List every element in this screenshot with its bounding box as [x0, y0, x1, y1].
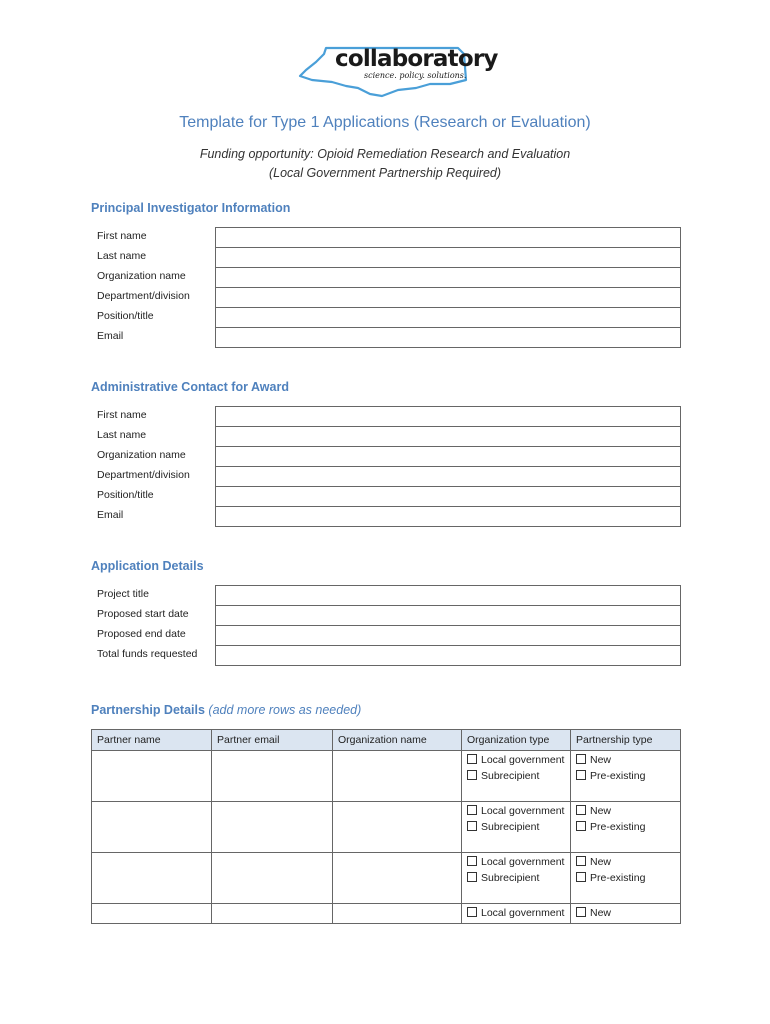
pi-email-field[interactable]: [215, 327, 681, 348]
admin-row-department: [91, 466, 680, 486]
col-partner-name: Partner name: [92, 730, 212, 751]
partner-email-cell[interactable]: [212, 904, 333, 924]
checkbox-icon[interactable]: [576, 770, 586, 780]
new-option[interactable]: New: [576, 855, 675, 870]
new-option[interactable]: New: [576, 753, 675, 768]
table-row: [92, 751, 681, 802]
pi-organization-field[interactable]: [215, 267, 681, 287]
pi-last-name-field[interactable]: [215, 247, 681, 267]
partner-name-cell[interactable]: [92, 853, 212, 904]
pre-existing-option[interactable]: Pre-existing: [576, 871, 675, 886]
start-date-field[interactable]: [215, 605, 681, 625]
pi-organization-label: Organization name: [97, 270, 186, 282]
checkbox-icon[interactable]: [576, 754, 586, 764]
table-row: [92, 853, 681, 904]
admin-email-field[interactable]: [215, 506, 681, 527]
project-title-label: Project title: [97, 588, 149, 600]
admin-form: [91, 406, 680, 526]
pi-first-name-label: First name: [97, 230, 147, 242]
organization-name-cell[interactable]: [333, 751, 462, 802]
checkbox-icon[interactable]: [576, 821, 586, 831]
col-partnership-type: Partnership type: [571, 730, 681, 751]
start-date-label: Proposed start date: [97, 608, 189, 620]
pi-department-label: Department/division: [97, 290, 190, 302]
subrecipient-option[interactable]: Subrecipient: [467, 871, 565, 886]
app-row-start-date: [91, 605, 680, 625]
partnership-type-cell: [571, 802, 681, 853]
checkbox-icon[interactable]: [576, 805, 586, 815]
checkbox-icon[interactable]: [467, 805, 477, 815]
partnership-type-cell: [571, 904, 681, 924]
pi-position-label: Position/title: [97, 310, 154, 322]
admin-last-name-label: Last name: [97, 429, 147, 441]
partner-email-cell[interactable]: [212, 853, 333, 904]
pi-email-label: Email: [97, 330, 124, 342]
checkbox-icon[interactable]: [576, 907, 586, 917]
col-partner-email: Partner email: [212, 730, 333, 751]
pi-last-name-label: Last name: [97, 250, 147, 262]
checkbox-icon[interactable]: [576, 856, 586, 866]
admin-row-last-name: [91, 426, 680, 446]
admin-first-name-field[interactable]: [215, 406, 681, 426]
table-row: [92, 802, 681, 853]
pi-first-name-field[interactable]: [215, 227, 681, 247]
partner-heading-note: (add more rows as needed): [208, 703, 362, 717]
pi-row-last-name: [91, 247, 680, 267]
app-form: [91, 585, 680, 665]
pi-position-field[interactable]: [215, 307, 681, 327]
admin-email-label: Email: [97, 509, 124, 521]
pi-department-field[interactable]: [215, 287, 681, 307]
partnership-table: [91, 729, 681, 924]
admin-row-first-name: [91, 406, 680, 426]
organization-type-cell: [462, 904, 571, 924]
local-government-option[interactable]: Local government: [467, 906, 565, 921]
partner-name-cell[interactable]: [92, 802, 212, 853]
app-section-heading: Application Details: [91, 559, 204, 573]
partnership-type-cell: [571, 853, 681, 904]
pi-row-email: [91, 327, 680, 347]
organization-type-cell: [462, 751, 571, 802]
partner-name-cell[interactable]: [92, 904, 212, 924]
admin-organization-field[interactable]: [215, 446, 681, 466]
pi-row-first-name: [91, 227, 680, 247]
col-organization-type: Organization type: [462, 730, 571, 751]
checkbox-icon[interactable]: [576, 872, 586, 882]
subrecipient-option[interactable]: Subrecipient: [467, 820, 565, 835]
app-row-end-date: [91, 625, 680, 645]
pre-existing-option[interactable]: Pre-existing: [576, 769, 675, 784]
local-government-option[interactable]: Local government: [467, 855, 565, 870]
subtitle-line-2: (Local Government Partnership Required): [268, 166, 502, 180]
partnership-header-row: [92, 730, 681, 751]
admin-first-name-label: First name: [97, 409, 147, 421]
partner-email-cell[interactable]: [212, 751, 333, 802]
pi-section-heading: Principal Investigator Information: [91, 201, 291, 215]
subtitle-line-1: Funding opportunity: Opioid Remediation Research and Evaluation: [199, 147, 571, 161]
checkbox-icon[interactable]: [467, 856, 477, 866]
new-option[interactable]: New: [576, 804, 675, 819]
organization-name-cell[interactable]: [333, 904, 462, 924]
partnership-type-cell: [571, 751, 681, 802]
end-date-field[interactable]: [215, 625, 681, 645]
project-title-field[interactable]: [215, 585, 681, 605]
page-title: Template for Type 1 Applications (Research or Evaluation): [179, 114, 591, 131]
admin-last-name-field[interactable]: [215, 426, 681, 446]
partner-section-heading: [91, 703, 361, 717]
collaboratory-logo: [298, 44, 498, 104]
organization-type-cell: [462, 853, 571, 904]
admin-position-label: Position/title: [97, 489, 154, 501]
checkbox-icon[interactable]: [467, 754, 477, 764]
local-government-option[interactable]: Local government: [467, 753, 565, 768]
table-row: [92, 904, 681, 924]
app-row-project-title: [91, 585, 680, 605]
end-date-label: Proposed end date: [97, 628, 186, 640]
admin-position-field[interactable]: [215, 486, 681, 506]
partner-email-cell[interactable]: [212, 802, 333, 853]
logo-wordmark: collaboratory: [335, 46, 498, 72]
checkbox-icon[interactable]: [467, 821, 477, 831]
pi-row-position: [91, 307, 680, 327]
partner-name-cell[interactable]: [92, 751, 212, 802]
pi-row-organization: [91, 267, 680, 287]
admin-row-position: [91, 486, 680, 506]
funds-requested-field[interactable]: [215, 645, 681, 666]
admin-row-organization: [91, 446, 680, 466]
admin-department-label: Department/division: [97, 469, 190, 481]
checkbox-icon[interactable]: [467, 770, 477, 780]
new-option[interactable]: New: [576, 906, 675, 921]
partner-heading-text: Partnership Details: [91, 703, 205, 717]
admin-row-email: [91, 506, 680, 526]
funds-requested-label: Total funds requested: [97, 648, 198, 660]
app-row-funds: [91, 645, 680, 665]
subrecipient-option[interactable]: Subrecipient: [467, 769, 565, 784]
checkbox-icon[interactable]: [467, 907, 477, 917]
admin-department-field[interactable]: [215, 466, 681, 486]
checkbox-icon[interactable]: [467, 872, 477, 882]
admin-section-heading: Administrative Contact for Award: [91, 380, 289, 394]
local-government-option[interactable]: Local government: [467, 804, 565, 819]
logo-tagline: science. policy. solutions.: [364, 71, 467, 80]
col-organization-name: Organization name: [333, 730, 462, 751]
pre-existing-option[interactable]: Pre-existing: [576, 820, 675, 835]
organization-name-cell[interactable]: [333, 853, 462, 904]
organization-type-cell: [462, 802, 571, 853]
pi-form: [91, 227, 680, 347]
admin-organization-label: Organization name: [97, 449, 186, 461]
organization-name-cell[interactable]: [333, 802, 462, 853]
pi-row-department: [91, 287, 680, 307]
